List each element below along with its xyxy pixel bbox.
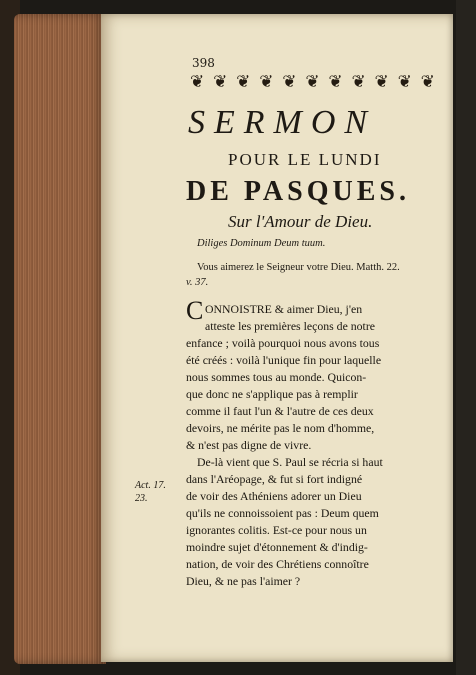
fleuron-icon: ❦ — [374, 71, 389, 92]
body-line: qu'ils ne connoissoient pas : Deum quem — [186, 506, 379, 520]
drop-cap: C — [186, 296, 204, 325]
epigraph-french-line-1: Vous aimerez le Seigneur votre Dieu. Matth. 22. — [197, 262, 400, 273]
fleuron-icon: ❦ — [259, 71, 274, 92]
margin-reference: Act. 17. — [135, 480, 166, 491]
body-line: enfance ; voilà pourquoi nous avons tous — [186, 336, 380, 350]
subtitle-line-2: DE PASQUES. — [186, 176, 410, 207]
body-line: comme il faut l'un & l'autre de ces deux — [186, 404, 374, 418]
margin-reference: 23. — [135, 493, 148, 504]
body-line: nous sommes tous au monde. Quicon- — [186, 370, 367, 384]
body-line: nation, de voir des Chrétiens connoître — [186, 557, 369, 571]
fleuron-icon: ❦ — [305, 71, 320, 92]
subtitle-line-3: Sur l'Amour de Dieu. — [228, 212, 373, 231]
page-edges — [14, 14, 106, 664]
ornament-band — [190, 70, 435, 94]
fleuron-icon: ❦ — [190, 71, 205, 92]
fleuron-icon: ❦ — [351, 71, 366, 92]
fleuron-icon: ❦ — [213, 71, 228, 92]
body-line: que donc ne s'applique pas à remplir — [186, 387, 358, 401]
epigraph-latin: Diliges Dominum Deum tuum. — [197, 238, 326, 249]
body-line: été créés : voilà l'unique fin pour laquelle — [186, 353, 382, 367]
body-line: ONNOISTRE & aimer Dieu, j'en — [205, 302, 363, 316]
fleuron-icon: ❦ — [397, 71, 412, 92]
body-line: devoirs, ne mérite pas le nom d'homme, — [186, 421, 375, 435]
epigraph-french-line-2: v. 37. — [186, 277, 209, 288]
body-line: ignorantes colitis. Est-ce pour nous un — [186, 523, 367, 537]
fleuron-icon: ❦ — [420, 71, 435, 92]
fleuron-icon: ❦ — [282, 71, 297, 92]
sermon-title: SERMON — [188, 104, 377, 141]
body-line: atteste les premières leçons de notre — [205, 319, 376, 333]
facing-page-edge — [456, 0, 476, 675]
fleuron-icon: ❦ — [236, 71, 251, 92]
fleuron-icon: ❦ — [328, 71, 343, 92]
body-line: Dieu, & ne pas l'aimer ? — [186, 574, 301, 588]
body-line: moindre sujet d'étonnement & d'indig- — [186, 540, 368, 554]
page-number: 398 — [192, 56, 215, 70]
body-line: de voir des Athéniens adorer un Dieu — [186, 489, 362, 503]
body-line: dans l'Aréopage, & fut si fort indigné — [186, 472, 363, 486]
body-line: De-là vient que S. Paul se récria si haut — [197, 455, 383, 469]
body-line: & n'est pas digne de vivre. — [186, 438, 312, 452]
subtitle-line-1: POUR LE LUNDI — [228, 150, 382, 169]
